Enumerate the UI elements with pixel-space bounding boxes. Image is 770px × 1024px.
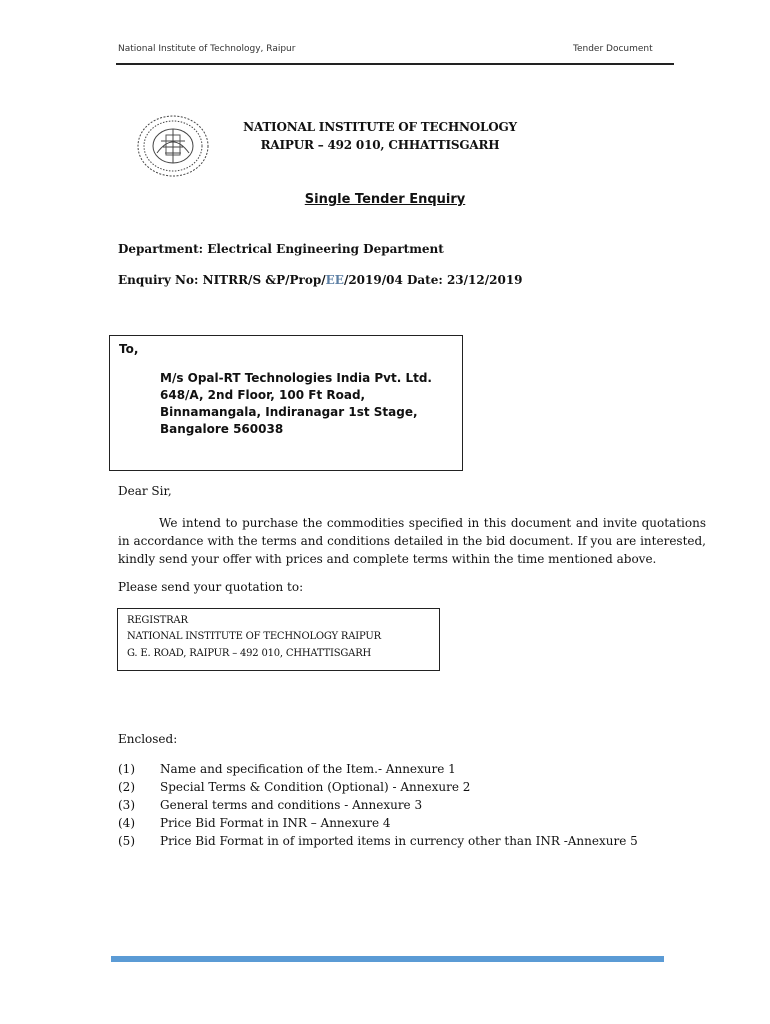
department-line: Department: Electrical Engineering Department xyxy=(118,242,444,256)
institute-name: NATIONAL INSTITUTE OF TECHNOLOGY xyxy=(243,120,517,134)
enclosure-number: (3) xyxy=(118,798,135,812)
header-institute-name: National Institute of Technology, Raipur xyxy=(118,44,296,54)
header-document-type: Tender Document xyxy=(573,44,653,54)
recipient-box xyxy=(109,335,463,471)
enquiry-number xyxy=(118,273,523,287)
enclosure-number: (2) xyxy=(118,780,135,794)
enclosure-item: Price Bid Format in of imported items in currency other than INR -Annexure 5 xyxy=(160,834,638,848)
institute-logo-seal xyxy=(135,113,211,179)
document-title: Single Tender Enquiry xyxy=(304,192,466,207)
enclosure-item: General terms and conditions - Annexure 3 xyxy=(160,798,423,812)
letter-paragraph-text: We intend to purchase the commodities specified in this document and invite quotations in accordance with the terms and conditions detailed in the bid document. If you are interested, kindly send your offer with prices and complete terms within the time mentioned above. xyxy=(118,516,706,566)
letter-paragraph xyxy=(118,514,706,568)
enclosure-number: (5) xyxy=(118,834,135,848)
registrar-line: NATIONAL INSTITUTE OF TECHNOLOGY RAIPUR xyxy=(127,631,381,642)
recipient-address-line: 648/A, 2nd Floor, 100 Ft Road, xyxy=(160,388,366,402)
enclosure-number: (4) xyxy=(118,816,135,830)
enclosure-item: Special Terms & Condition (Optional) - Annexure 2 xyxy=(160,780,471,794)
recipient-to-label: To, xyxy=(119,342,139,356)
recipient-address-line: Bangalore 560038 xyxy=(160,422,284,436)
salutation: Dear Sir, xyxy=(118,484,172,498)
header-divider xyxy=(116,63,674,65)
enclosure-item: Price Bid Format in INR – Annexure 4 xyxy=(160,816,391,830)
registrar-line: REGISTRAR xyxy=(127,615,188,626)
enquiry-prefix: Enquiry No: NITRR/S &P/Prop/ xyxy=(118,273,326,287)
recipient-address-line: M/s Opal-RT Technologies India Pvt. Ltd. xyxy=(160,371,432,385)
enclosure-item: Name and specification of the Item.- Annexure 1 xyxy=(160,762,456,776)
recipient-address-line: Binnamangala, Indiranagar 1st Stage, xyxy=(160,405,418,419)
enquiry-dept-code: EE xyxy=(325,273,344,287)
registrar-line: G. E. ROAD, RAIPUR – 492 010, CHHATTISGARH xyxy=(127,648,372,659)
institute-address: RAIPUR – 492 010, CHHATTISGARH xyxy=(260,138,500,152)
enquiry-suffix: /2019/04 Date: 23/12/2019 xyxy=(343,273,523,287)
enclosed-label: Enclosed: xyxy=(118,732,178,746)
send-quotation-line: Please send your quotation to: xyxy=(118,580,304,594)
footer-bar xyxy=(111,956,664,962)
enclosure-number: (1) xyxy=(118,762,135,776)
